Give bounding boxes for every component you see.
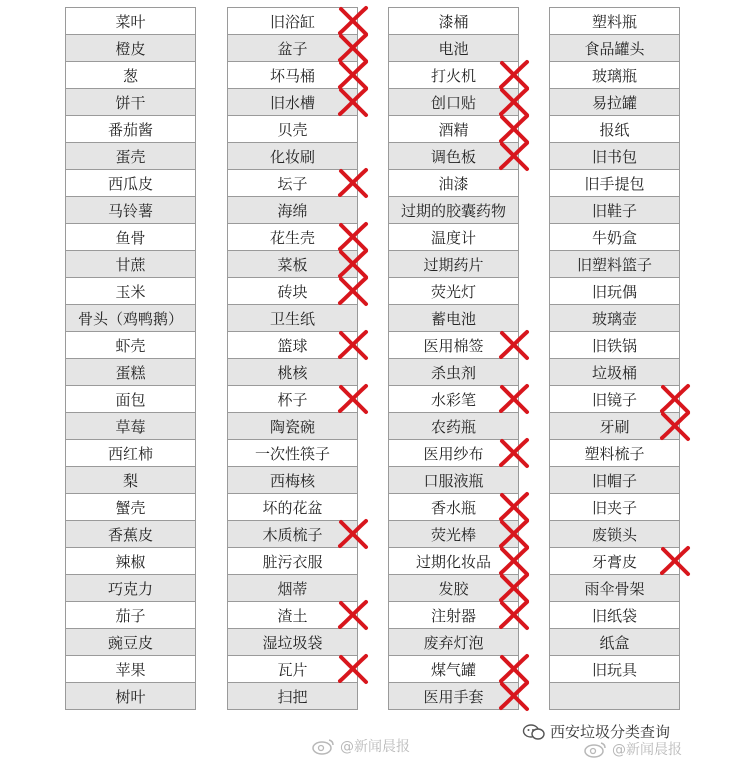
item-label: 海绵: [277, 201, 308, 220]
table-cell: [228, 656, 357, 683]
table-cell: [66, 575, 195, 602]
item-label: 过期药片: [423, 255, 484, 274]
item-label: 玻璃壶: [591, 309, 637, 328]
item-label: 坏马桶: [269, 66, 315, 85]
table-cell: [389, 116, 518, 143]
item-label: 番茄酱: [107, 120, 153, 139]
item-label: 杀虫剂: [430, 363, 476, 382]
table-cell: [550, 494, 679, 521]
item-label: 杯子: [277, 390, 308, 409]
table-cell: [66, 170, 195, 197]
weibo-watermark-left-text: @新闻晨报: [340, 739, 410, 755]
item-label: 旧帽子: [591, 471, 637, 490]
item-label: 油漆: [438, 174, 469, 193]
table-cell: [389, 359, 518, 386]
item-label: 漆桶: [438, 12, 469, 31]
table-cell: [389, 548, 518, 575]
table-cell: [550, 251, 679, 278]
table-cell: [389, 683, 518, 710]
table-cell: [550, 278, 679, 305]
table-cell: [66, 116, 195, 143]
table-cell: [550, 35, 679, 62]
item-label: 苹果: [115, 660, 146, 679]
item-label: 西红柿: [107, 444, 153, 463]
table-cell: [550, 116, 679, 143]
item-label: 脏污衣服: [262, 552, 323, 571]
column-4: [549, 7, 680, 710]
item-label: 卫生纸: [269, 309, 315, 328]
table-cell: [550, 467, 679, 494]
column-2: [227, 7, 358, 710]
table-cell: [389, 656, 518, 683]
cross-mark-icon: [496, 86, 532, 118]
cross-mark-icon: [496, 680, 532, 712]
item-label: 过期的胶囊药物: [400, 201, 506, 220]
cross-mark-icon: [335, 86, 371, 118]
table-cell: [228, 575, 357, 602]
cross-mark-icon: [335, 329, 371, 361]
table-cell: [228, 629, 357, 656]
table-cell: [389, 251, 518, 278]
cross-mark-icon: [496, 572, 532, 604]
item-label: 医用纱布: [423, 444, 484, 463]
table-cell: [228, 413, 357, 440]
table-cell: [228, 305, 357, 332]
item-label: 报纸: [599, 120, 630, 139]
table-cell: [66, 89, 195, 116]
table-cell: [389, 170, 518, 197]
table-cell: [389, 62, 518, 89]
wechat-watermark-text: 西安垃圾分类查询: [550, 723, 671, 741]
table-cell: [228, 62, 357, 89]
cross-mark-icon: [496, 491, 532, 523]
item-label: 调色板: [430, 147, 476, 166]
item-label: 口服液瓶: [423, 471, 484, 490]
item-label: 盆子: [277, 39, 308, 58]
table-cell: [66, 683, 195, 710]
table-cell: [66, 143, 195, 170]
item-label: 坏的花盆: [262, 498, 323, 517]
cross-mark-icon: [496, 545, 532, 577]
item-label: 过期化妆品: [415, 552, 491, 571]
item-label: 塑料瓶: [591, 12, 637, 31]
table-cell: [550, 170, 679, 197]
cross-mark-icon: [496, 59, 532, 91]
table-cell: [66, 332, 195, 359]
item-label: 树叶: [115, 687, 146, 706]
item-label: 陶瓷碗: [269, 417, 315, 436]
cross-mark-icon: [335, 275, 371, 307]
table-cell: [389, 332, 518, 359]
table-cell: [228, 332, 357, 359]
cross-mark-icon: [335, 32, 371, 64]
table-cell: [550, 386, 679, 413]
table-cell: [228, 8, 357, 35]
cross-mark-icon: [496, 653, 532, 685]
table-cell: [228, 602, 357, 629]
table-cell: [66, 440, 195, 467]
table-cell: [550, 440, 679, 467]
table-cell: [66, 278, 195, 305]
cross-mark-icon: [496, 383, 532, 415]
table-cell: [550, 656, 679, 683]
item-label: 化妆刷: [269, 147, 315, 166]
weibo-watermark-left: [312, 736, 410, 756]
table-cell: [389, 440, 518, 467]
column-3: [388, 7, 519, 710]
table-cell: [66, 359, 195, 386]
wechat-icon: [522, 723, 546, 741]
item-label: 旧铁锅: [591, 336, 637, 355]
item-label: 湿垃圾袋: [262, 633, 323, 652]
table-cell: [228, 143, 357, 170]
table-cell: [550, 683, 679, 710]
item-label: 垃圾桶: [591, 363, 637, 382]
table-cell: [228, 197, 357, 224]
item-label: 酒精: [438, 120, 469, 139]
table-cell: [389, 629, 518, 656]
weibo-watermark-right-text: @新闻晨报: [612, 742, 682, 758]
item-label: 水彩笔: [430, 390, 476, 409]
table-cell: [66, 62, 195, 89]
table-cell: [389, 602, 518, 629]
item-label: 旧鞋子: [591, 201, 637, 220]
table-cell: [550, 359, 679, 386]
item-label: 菜叶: [115, 12, 146, 31]
item-label: 豌豆皮: [107, 633, 153, 652]
table-cell: [66, 305, 195, 332]
item-label: 旧书包: [591, 147, 637, 166]
item-label: 废弃灯泡: [423, 633, 484, 652]
table-cell: [228, 521, 357, 548]
table-cell: [66, 413, 195, 440]
table-cell: [228, 224, 357, 251]
item-label: 渣土: [277, 606, 308, 625]
item-label: 发胶: [438, 579, 469, 598]
table-cell: [550, 89, 679, 116]
item-label: 坛子: [277, 174, 308, 193]
item-label: 饼干: [115, 93, 146, 112]
item-label: 蛋糕: [115, 363, 146, 382]
table-cell: [389, 467, 518, 494]
table-cell: [66, 224, 195, 251]
item-label: 纸盒: [599, 633, 630, 652]
table-cell: [66, 548, 195, 575]
table-cell: [66, 8, 195, 35]
table-cell: [228, 494, 357, 521]
cross-mark-icon: [335, 599, 371, 631]
table-cell: [66, 35, 195, 62]
item-label: 食品罐头: [584, 39, 645, 58]
table-cell: [228, 683, 357, 710]
item-label: 牙膏皮: [591, 552, 637, 571]
cross-mark-icon: [335, 653, 371, 685]
item-label: 马铃薯: [107, 201, 153, 220]
table-cell: [550, 62, 679, 89]
cross-mark-icon: [335, 5, 371, 37]
item-label: 篮球: [277, 336, 308, 355]
item-label: 蟹壳: [115, 498, 146, 517]
table-cell: [66, 386, 195, 413]
cross-mark-icon: [496, 437, 532, 469]
table-cell: [228, 548, 357, 575]
item-label: 木质梳子: [262, 525, 323, 544]
table-cell: [228, 170, 357, 197]
table-cell: [389, 494, 518, 521]
item-label: 砖块: [277, 282, 308, 301]
item-label: 香水瓶: [430, 498, 476, 517]
item-label: 煤气罐: [430, 660, 476, 679]
cross-mark-icon: [496, 140, 532, 172]
table-cell: [550, 8, 679, 35]
item-label: 一次性筷子: [254, 444, 330, 463]
item-label: 扫把: [277, 687, 308, 706]
item-label: 虾壳: [115, 336, 146, 355]
table-cell: [389, 8, 518, 35]
cross-mark-icon: [496, 518, 532, 550]
item-label: 旧玩具: [591, 660, 637, 679]
item-label: 医用棉签: [423, 336, 484, 355]
cross-mark-icon: [335, 248, 371, 280]
cross-mark-icon: [496, 599, 532, 631]
item-label: 牛奶盒: [591, 228, 637, 247]
table-cell: [389, 143, 518, 170]
item-label: 茄子: [115, 606, 146, 625]
item-label: 塑料梳子: [584, 444, 645, 463]
table-cell: [550, 521, 679, 548]
table-cell: [228, 386, 357, 413]
item-label: 西梅核: [269, 471, 315, 490]
table-cell: [66, 467, 195, 494]
table-cell: [389, 89, 518, 116]
table-cell: [66, 251, 195, 278]
item-label: 西瓜皮: [107, 174, 153, 193]
item-label: 旧浴缸: [269, 12, 315, 31]
table-cell: [550, 575, 679, 602]
weibo-icon: [584, 740, 608, 758]
table-cell: [228, 278, 357, 305]
table-cell: [66, 197, 195, 224]
item-label: 蛋壳: [115, 147, 146, 166]
table-cell: [389, 521, 518, 548]
table-cell: [550, 602, 679, 629]
table-cell: [389, 575, 518, 602]
item-label: 创口贴: [430, 93, 476, 112]
item-label: 旧纸袋: [591, 606, 637, 625]
item-label: 注射器: [430, 606, 476, 625]
cross-mark-icon: [335, 518, 371, 550]
item-label: 辣椒: [115, 552, 146, 571]
item-label: 瓦片: [277, 660, 308, 679]
table-cell: [228, 359, 357, 386]
item-label: 旧塑料篮子: [576, 255, 652, 274]
item-label: 荧光棒: [430, 525, 476, 544]
item-label: 骨头（鸡鸭鹅）: [77, 309, 183, 328]
item-label: 甘蔗: [115, 255, 146, 274]
table-cell: [550, 197, 679, 224]
item-label: 雨伞骨架: [584, 579, 645, 598]
table-cell: [389, 224, 518, 251]
item-label: 旧水槽: [269, 93, 315, 112]
table-cell: [389, 35, 518, 62]
table-cell: [228, 35, 357, 62]
item-label: 巧克力: [107, 579, 153, 598]
table-cell: [228, 89, 357, 116]
cross-mark-icon: [657, 383, 693, 415]
item-label: 鱼骨: [115, 228, 146, 247]
item-label: 旧玩偶: [591, 282, 637, 301]
cross-mark-icon: [496, 329, 532, 361]
table-cell: [389, 305, 518, 332]
table-cell: [66, 521, 195, 548]
item-label: 旧夹子: [591, 498, 637, 517]
item-label: 旧手提包: [584, 174, 645, 193]
table-cell: [66, 629, 195, 656]
cross-mark-icon: [335, 59, 371, 91]
table-cell: [389, 413, 518, 440]
item-label: 牙刷: [599, 417, 630, 436]
table-cell: [389, 197, 518, 224]
item-label: 打火机: [430, 66, 476, 85]
cross-mark-icon: [335, 167, 371, 199]
item-label: 农药瓶: [430, 417, 476, 436]
table-cell: [66, 656, 195, 683]
item-label: 玉米: [115, 282, 146, 301]
table-cell: [550, 224, 679, 251]
table-cell: [389, 386, 518, 413]
table-cell: [228, 116, 357, 143]
item-label: 葱: [122, 66, 138, 85]
cross-mark-icon: [657, 545, 693, 577]
cross-mark-icon: [496, 113, 532, 145]
item-label: 废锁头: [591, 525, 637, 544]
item-label: 香蕉皮: [107, 525, 153, 544]
item-label: 花生壳: [269, 228, 315, 247]
table-cell: [550, 548, 679, 575]
item-label: 菜板: [277, 255, 308, 274]
item-label: 橙皮: [115, 39, 146, 58]
table-cell: [228, 440, 357, 467]
item-label: 烟蒂: [277, 579, 308, 598]
cross-mark-icon: [335, 383, 371, 415]
item-label: 玻璃瓶: [591, 66, 637, 85]
item-label: 温度计: [430, 228, 476, 247]
table-cell: [228, 467, 357, 494]
cross-mark-icon: [657, 410, 693, 442]
weibo-watermark-right: [584, 739, 682, 759]
table-cell: [550, 305, 679, 332]
table-cell: [550, 413, 679, 440]
table-cell: [550, 629, 679, 656]
table-cell: [66, 494, 195, 521]
item-label: 梨: [122, 471, 138, 490]
item-label: 蓄电池: [430, 309, 476, 328]
weibo-icon: [312, 737, 336, 755]
item-label: 草莓: [115, 417, 146, 436]
table-cell: [550, 332, 679, 359]
table-cell: [389, 278, 518, 305]
item-label: 医用手套: [423, 687, 484, 706]
item-label: 荧光灯: [430, 282, 476, 301]
cross-mark-icon: [335, 221, 371, 253]
item-label: 桃核: [277, 363, 308, 382]
item-label: 旧镜子: [591, 390, 637, 409]
item-label: 面包: [115, 390, 146, 409]
item-label: 电池: [438, 39, 469, 58]
table-cell: [66, 602, 195, 629]
item-label: 易拉罐: [591, 93, 637, 112]
column-1: [65, 7, 196, 710]
table-cell: [228, 251, 357, 278]
item-label: 贝壳: [277, 120, 308, 139]
table-cell: [550, 143, 679, 170]
